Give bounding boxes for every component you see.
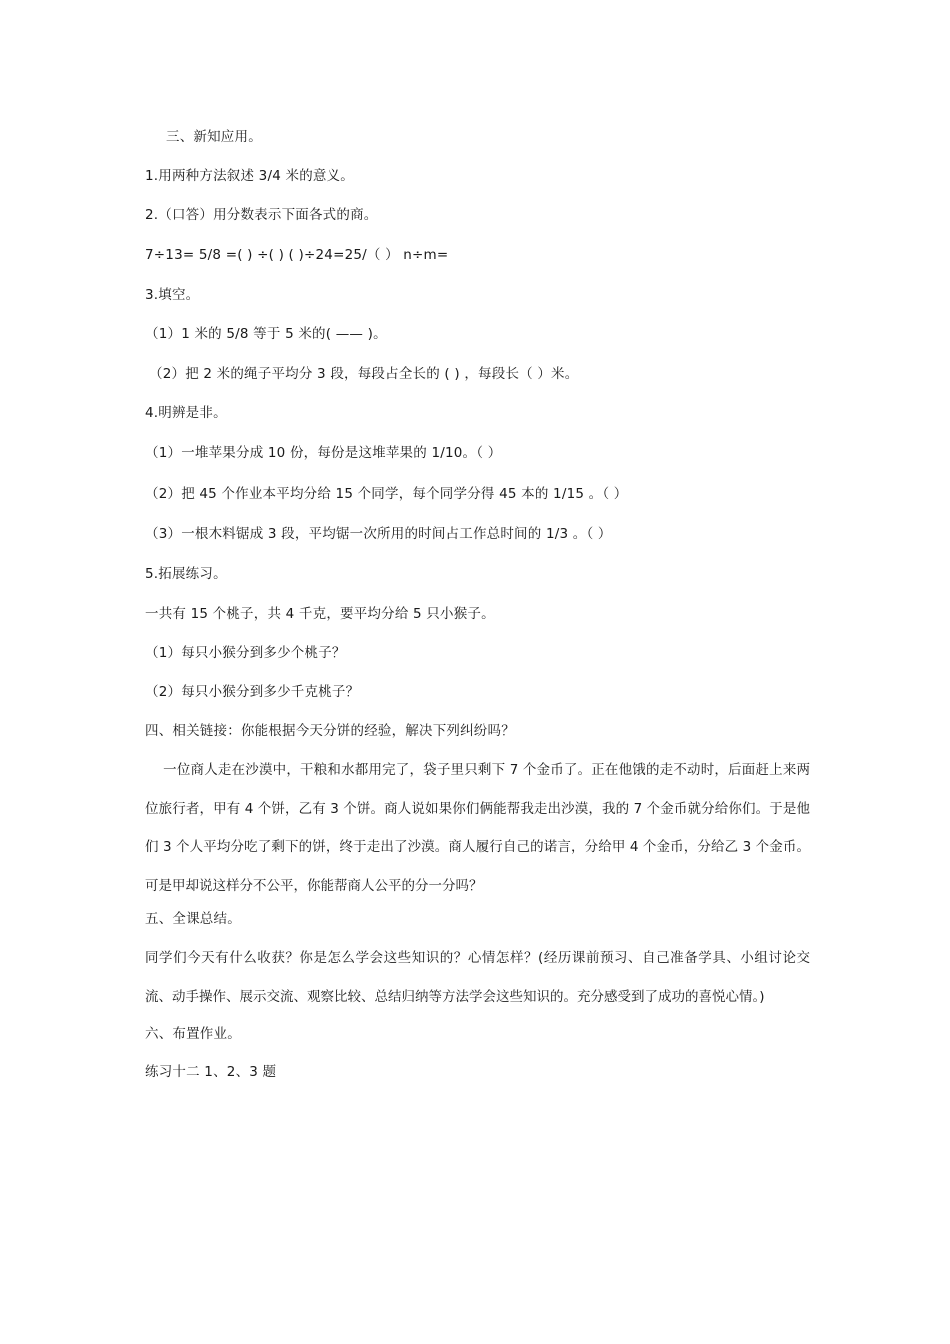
section-heading-related-link: 四、相关链接：你能根据今天分饼的经验，解决下列纠纷吗？ bbox=[145, 723, 515, 739]
question-5-stem: 一共有 15 个桃子，共 4 千克，要平均分给 5 只小猴子。 bbox=[145, 606, 495, 622]
question-3: 3.填空。 bbox=[145, 287, 200, 303]
homework-text: 练习十二 1、2、3 题 bbox=[145, 1064, 277, 1080]
question-4: 4.明辨是非。 bbox=[145, 405, 227, 421]
question-4-item-3: （3）一根木料锯成 3 段，平均锯一次所用的时间占工作总时间的 1/3 。（ ） bbox=[145, 526, 612, 542]
story-paragraph bbox=[145, 751, 810, 905]
question-4-item-1: （1）一堆苹果分成 10 份，每份是这堆苹果的 1/10。（ ） bbox=[145, 445, 502, 461]
story-text: 一位商人走在沙漠中，干粮和水都用完了，袋子里只剩下 7 个金币了。正在他饿的走不动时，后面赶上来两位旅行者，甲有 4 个饼，乙有 3 个饼。商人说如果你们俩能帮我走出沙漠，我的 7 个金币就分给你们。于是他们 3 个人平均分吃了剩下的饼，终于走出了沙漠。商人履行自己的诺言，分给甲 4 个金币，分给乙 3 个金币。可是甲却说这样分不公平，你能帮商人公平的分一分吗？ bbox=[145, 762, 810, 894]
section-heading-homework: 六、布置作业。 bbox=[145, 1026, 241, 1042]
summary-paragraph: 同学们今天有什么收获？你是怎么学会这些知识的？心情怎样？(经历课前预习、自己准备学具、小组讨论交流、动手操作、展示交流、观察比较、总结归纳等方法学会这些知识的。充分感受到了成功的喜悦心情。) bbox=[145, 950, 810, 1005]
question-5-item-2: （2）每只小猴分到多少千克桃子？ bbox=[145, 684, 360, 700]
section-heading-new-knowledge: 三、新知应用。 bbox=[166, 129, 262, 145]
section-heading-summary: 五、全课总结。 bbox=[145, 911, 241, 927]
question-5: 5.拓展练习。 bbox=[145, 566, 227, 582]
question-3-item-2: （2）把 2 米的绳子平均分 3 段，每段占全长的 ( ) ，每段长（ ）米。 bbox=[149, 366, 579, 382]
question-5-item-1: （1）每只小猴分到多少个桃子？ bbox=[145, 645, 346, 661]
question-2-expressions: 7÷13= 5/8 =( ) ÷( ) ( )÷24=25/（ ） n÷m= bbox=[145, 247, 449, 263]
question-4-item-2: （2）把 45 个作业本平均分给 15 个同学，每个同学分得 45 本的 1/15 。（ ） bbox=[145, 486, 628, 502]
question-3-item-1: （1）1 米的 5/8 等于 5 米的( —— )。 bbox=[145, 326, 387, 342]
question-2: 2.（口答）用分数表示下面各式的商。 bbox=[145, 207, 378, 223]
question-1: 1.用两种方法叙述 3/4 米的意义。 bbox=[145, 168, 354, 184]
